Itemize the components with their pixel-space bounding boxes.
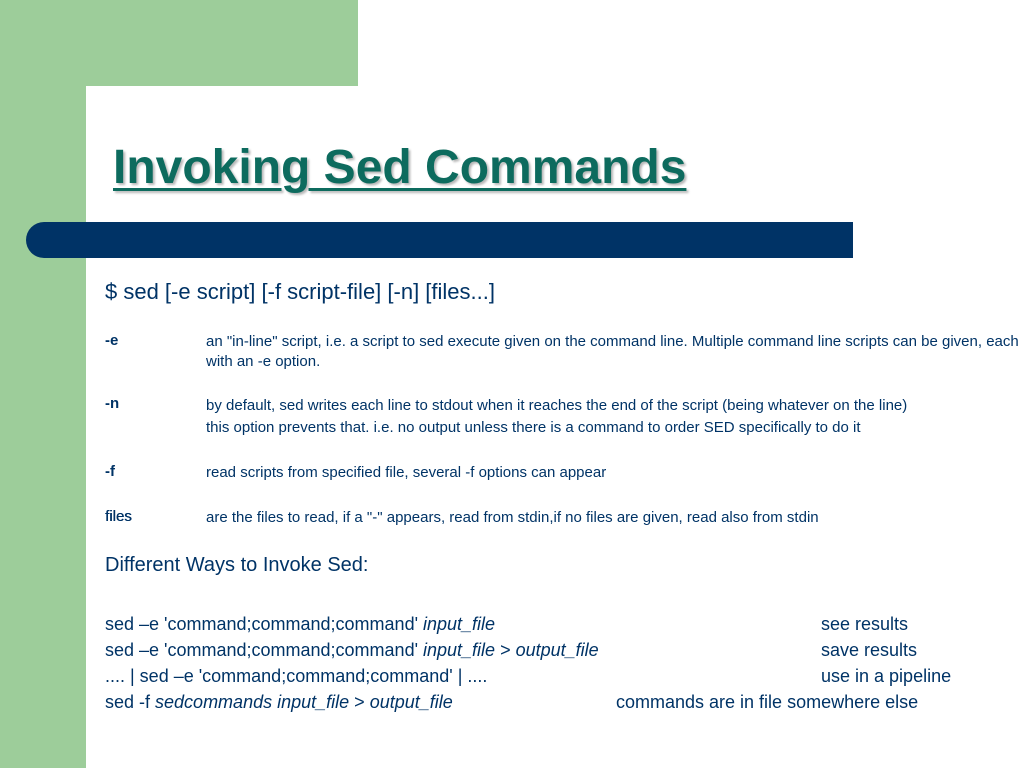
slide-title: Invoking Sed Commands: [113, 141, 687, 194]
example-prefix: sed -f: [105, 692, 156, 712]
example-command-4: [105, 692, 453, 713]
option-flag: -n: [105, 395, 120, 412]
option-description: an "in-line" script, i.e. a script to sed execute given on the command line. Multiple command line scripts can be given, each with an -e option.: [206, 333, 1019, 370]
example-input: input_file: [423, 640, 496, 660]
example-output: output_file: [515, 640, 599, 660]
example-command-2: [105, 640, 599, 661]
ways-heading: Different Ways to Invoke Sed:: [105, 554, 369, 576]
option-description: read scripts from specified file, several -f options can appear: [206, 464, 607, 481]
example-result-2: save results: [821, 640, 918, 660]
example-input: input_file: [423, 614, 496, 634]
example-prefix: sed –e 'command;command;command': [105, 614, 424, 634]
title-divider-bar: [26, 222, 853, 258]
option-description: are the files to read, if a "-" appears, read from stdin,if no files are given, read also from stdin: [206, 509, 819, 526]
example-command-3: .... | sed –e 'command;command;command' | ....: [105, 666, 488, 686]
example-input: input_file: [277, 692, 350, 712]
example-script: sedcommands: [155, 692, 273, 712]
option-description-line: by default, sed writes each line to stdout when it reaches the end of the script (being whatever on the line): [206, 397, 908, 414]
example-redirect: >: [349, 692, 370, 712]
option-description: [206, 395, 1021, 439]
example-result-1: see results: [821, 614, 909, 634]
option-flag: files: [105, 508, 132, 525]
example-command-1: [105, 614, 495, 635]
option-description-line: this option prevents that. i.e. no output unless there is a command to order SED specifically to do it: [206, 419, 861, 436]
option-flag: -f: [105, 463, 115, 480]
example-output: output_file: [369, 692, 453, 712]
green-top-band: [0, 0, 358, 86]
example-prefix: sed –e 'command;command;command': [105, 640, 424, 660]
sed-syntax-line: $ sed [-e script] [-f script-file] [-n] [files...]: [105, 279, 495, 304]
example-redirect: >: [495, 640, 516, 660]
option-flag: -e: [105, 332, 119, 349]
example-result-3: use in a pipeline: [821, 666, 952, 686]
example-result-4: commands are in file somewhere else: [616, 692, 919, 712]
green-side-band: [0, 0, 86, 768]
